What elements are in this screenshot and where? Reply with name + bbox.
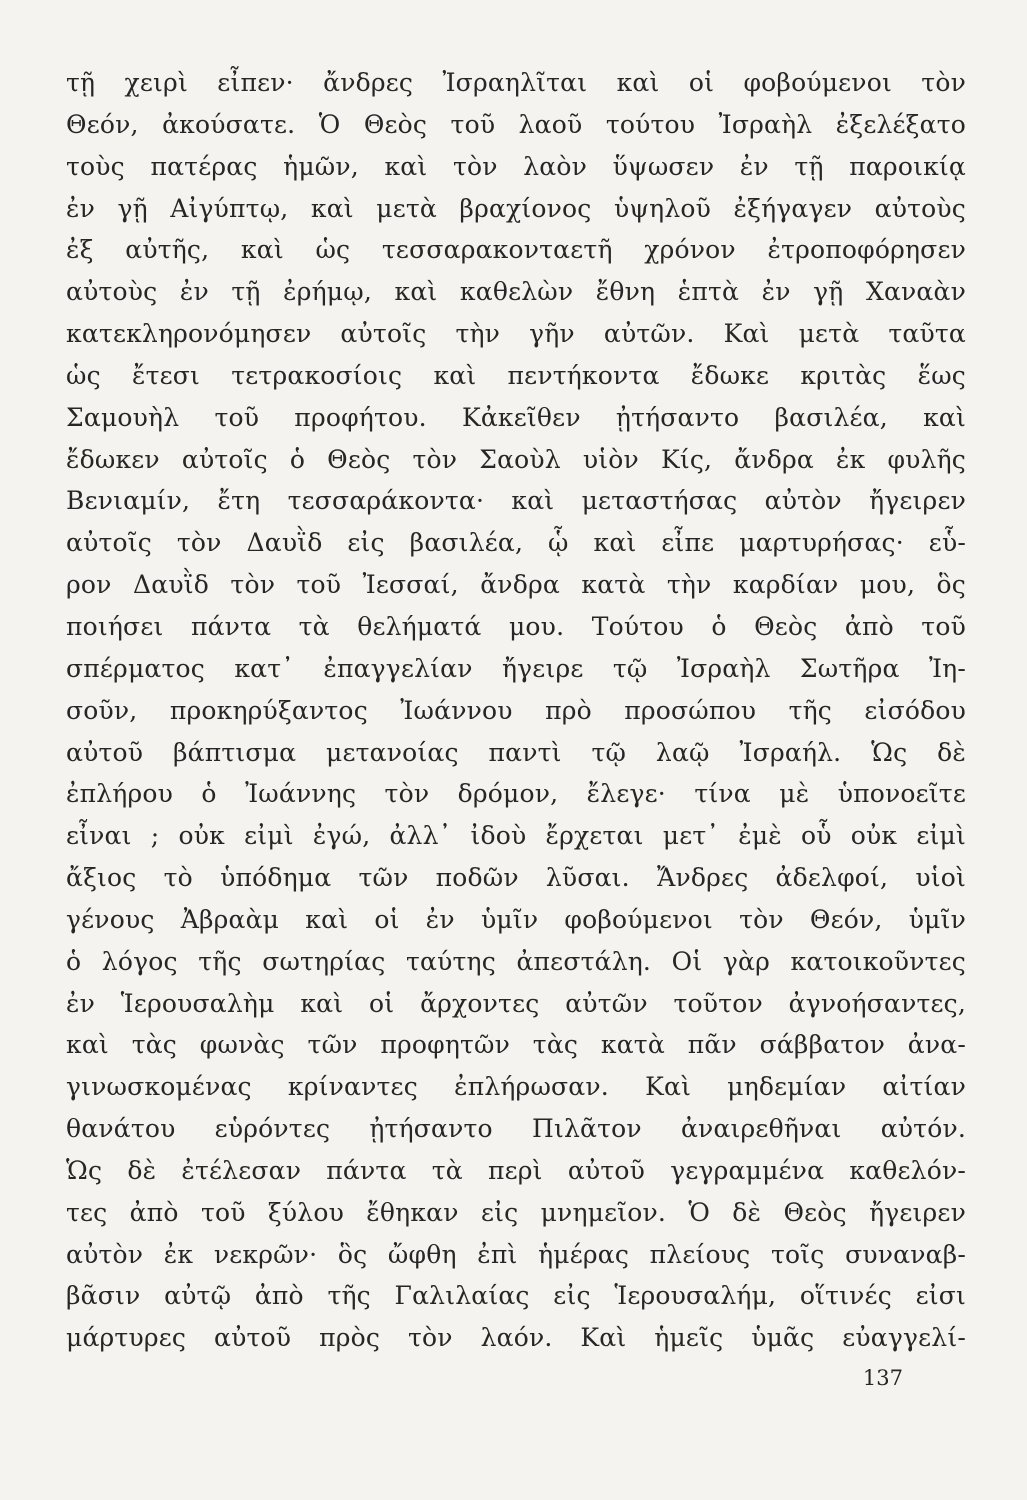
text-line: βᾶσιν αὐτῷ ἀπὸ τῆς Γαλιλαίας εἰς Ἱερουσαλήμ, οἵτινές εἰσι — [66, 1281, 966, 1311]
text-line: σπέρματος κατ᾽ ἐπαγγελίαν ἤγειρε τῷ Ἰσραὴλ Σωτῆρα Ἰη- — [66, 653, 966, 683]
text-line: γινωσκομένας κρίναντες ἐπλήρωσαν. Καὶ μηδεμίαν αἰτίαν — [66, 1072, 966, 1102]
text-line: ἐν γῇ Αἰγύπτῳ, καὶ μετὰ βραχίονος ὑψηλοῦ ἐξήγαγεν αὐτοὺς — [66, 193, 966, 223]
text-line: Ὡς δὲ ἐτέλεσαν πάντα τὰ περὶ αὐτοῦ γεγραμμένα καθελόν- — [66, 1155, 966, 1185]
text-line: ἄξιος τὸ ὑπόδημα τῶν ποδῶν λῦσαι. Ἄνδρες ἀδελφοί, υἱοὶ — [66, 863, 966, 893]
text-line: κατεκληρονόμησεν αὐτοῖς τὴν γῆν αὐτῶν. Καὶ μετὰ ταῦτα — [66, 319, 966, 349]
text-line: ἐν Ἱερουσαλὴμ καὶ οἱ ἄρχοντες αὐτῶν τοῦτον ἀγνοήσαντες, — [66, 988, 966, 1018]
text-line: Θεόν, ἀκούσατε. Ὁ Θεὸς τοῦ λαοῦ τούτου Ἰσραὴλ ἐξελέξατο — [66, 109, 966, 139]
text-line: Βενιαμίν, ἔτη τεσσαράκοντα· καὶ μεταστήσας αὐτὸν ἤγειρεν — [66, 486, 966, 516]
text-line: καὶ τὰς φωνὰς τῶν προφητῶν τὰς κατὰ πᾶν σάββατον ἀνα- — [66, 1030, 966, 1060]
text-line: ὡς ἔτεσι τετρακοσίοις καὶ πεντήκοντα ἔδωκε κριτὰς ἕως — [66, 360, 966, 390]
page-number: 137 — [862, 1366, 903, 1390]
text-line: τοὺς πατέρας ἡμῶν, καὶ τὸν λαὸν ὕψωσεν ἐν τῇ παροικίᾳ — [66, 151, 966, 181]
text-line: ἐξ αὐτῆς, καὶ ὡς τεσσαρακονταετῆ χρόνον ἐτροποφόρησεν — [66, 235, 966, 265]
text-line: τες ἀπὸ τοῦ ξύλου ἔθηκαν εἰς μνημεῖον. Ὁ δὲ Θεὸς ἤγειρεν — [66, 1197, 966, 1227]
body-text — [66, 62, 966, 1359]
text-line: ἐπλήρου ὁ Ἰωάννης τὸν δρόμον, ἔλεγε· τίνα μὲ ὑπονοεῖτε — [66, 779, 966, 809]
text-line: εἶναι ; οὐκ εἰμὶ ἐγώ, ἀλλ᾽ ἰδοὺ ἔρχεται μετ᾽ ἐμὲ οὗ οὐκ εἰμὶ — [66, 821, 966, 851]
text-line: αὐτοῖς τὸν Δαυῒδ εἰς βασιλέα, ᾧ καὶ εἶπε μαρτυρήσας· εὗ- — [66, 528, 966, 558]
text-line: μάρτυρες αὐτοῦ πρὸς τὸν λαόν. Καὶ ἡμεῖς ὑμᾶς εὐαγγελί- — [66, 1323, 966, 1353]
text-line: αὐτὸν ἐκ νεκρῶν· ὃς ὤφθη ἐπὶ ἡμέρας πλείους τοῖς συναναβ- — [66, 1239, 966, 1269]
text-line: ἔδωκεν αὐτοῖς ὁ Θεὸς τὸν Σαοὺλ υἱὸν Κίς, ἄνδρα ἐκ φυλῆς — [66, 444, 966, 474]
text-line: ρον Δαυῒδ τὸν τοῦ Ἰεσσαί, ἄνδρα κατὰ τὴν καρδίαν μου, ὃς — [66, 570, 966, 600]
text-line: αὐτοῦ βάπτισμα μετανοίας παντὶ τῷ λαῷ Ἰσραήλ. Ὡς δὲ — [66, 737, 966, 767]
text-line: τῇ χειρὶ εἶπεν· ἄνδρες Ἰσραηλῖται καὶ οἱ φοβούμενοι τὸν — [66, 68, 966, 97]
text-line: ὁ λόγος τῆς σωτηρίας ταύτης ἀπεστάλη. Οἱ γὰρ κατοικοῦντες — [66, 946, 966, 976]
text-line: γένους Ἀβραὰμ καὶ οἱ ἐν ὑμῖν φοβούμενοι τὸν Θεόν, ὑμῖν — [66, 904, 966, 934]
text-line: σοῦν, προκηρύξαντος Ἰωάννου πρὸ προσώπου τῆς εἰσόδου — [66, 695, 966, 725]
text-line: ποιήσει πάντα τὰ θελήματά μου. Τούτου ὁ Θεὸς ἀπὸ τοῦ — [66, 611, 966, 641]
text-line: θανάτου εὑρόντες ᾐτήσαντο Πιλᾶτον ἀναιρεθῆναι αὐτόν. — [66, 1114, 966, 1144]
text-line: Σαμουὴλ τοῦ προφήτου. Κἀκεῖθεν ᾐτήσαντο βασιλέα, καὶ — [66, 402, 966, 432]
text-line: αὐτοὺς ἐν τῇ ἐρήμῳ, καὶ καθελὼν ἔθνη ἑπτὰ ἐν γῇ Χαναὰν — [66, 277, 966, 307]
